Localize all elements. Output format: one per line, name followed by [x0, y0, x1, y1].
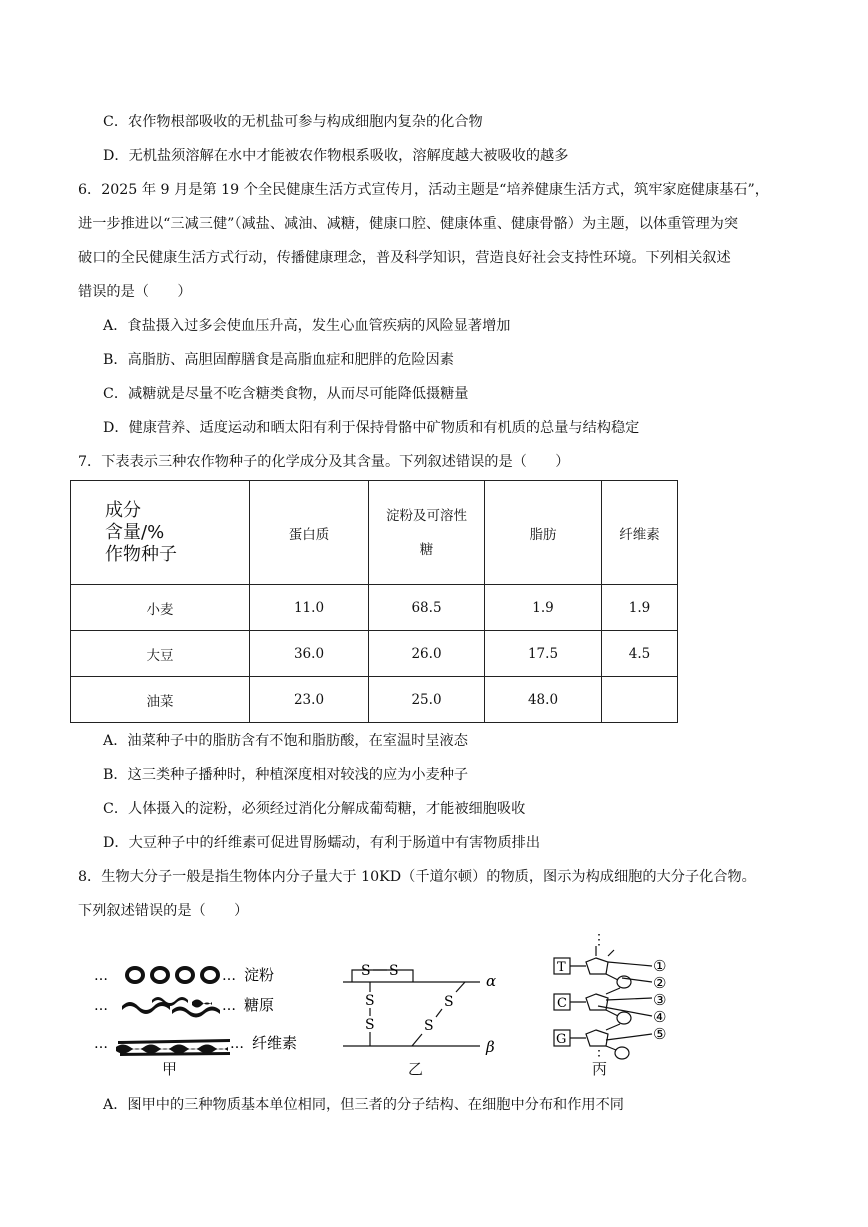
header-starch — [369, 481, 485, 585]
q6-stem-line3: 破口的全民健康生活方式行动，传播健康理念，普及科学知识，营造良好社会支持性环境。下列相关叙述 — [78, 250, 731, 266]
sulfur-label: S — [424, 1018, 434, 1034]
beta-label: β — [486, 1038, 495, 1056]
row-name: 小麦 — [71, 585, 250, 631]
starch-helix — [127, 968, 218, 982]
header-protein: 蛋白质 — [250, 481, 369, 585]
dots-left: … — [94, 1036, 108, 1052]
table-header-row — [71, 481, 678, 585]
pentose-sugar — [586, 958, 608, 974]
q6-option-b: B．高脂肪、高胆固醇膳食是高脂血症和肥胖的危险因素 — [103, 352, 454, 368]
table-row — [71, 677, 678, 723]
table-row — [71, 631, 678, 677]
seed-composition-table — [70, 480, 678, 723]
number-2: ② — [653, 974, 667, 992]
cell-starch: 26.0 — [369, 631, 485, 677]
q7-option-c: C．人体摄入的淀粉，必须经过消化分解成葡萄糖，才能被细胞吸收 — [103, 801, 526, 817]
number-3: ③ — [653, 991, 667, 1009]
figure-jia-polysaccharides — [92, 958, 332, 1058]
figure-bing-nucleotide-chain — [550, 930, 700, 1060]
row-name: 油菜 — [71, 677, 250, 723]
cell-fiber: 4.5 — [602, 631, 678, 677]
cell-protein: 23.0 — [250, 677, 369, 723]
number-1: ① — [653, 957, 667, 975]
cell-starch: 25.0 — [369, 677, 485, 723]
corner-label-content: 含量/% — [105, 521, 165, 543]
q8-stem-line1: 8．生物大分子一般是指生物体内分子量大于 10KD（千道尔顿）的物质，图示为构成细胞的大分子化合物。 — [78, 869, 756, 885]
base-g: G — [556, 1032, 567, 1047]
dots-left: … — [94, 968, 108, 984]
q6-stem-line2: 进一步推进以“三减三健”（减盐、减油、减糖，健康口腔、健康体重、健康骨骼）为主题，以体重管理为突 — [78, 216, 739, 232]
dots-right: … — [230, 1036, 244, 1052]
backbone — [568, 946, 652, 1059]
base-c: C — [557, 996, 567, 1011]
cellulose-chains — [116, 1039, 230, 1056]
corner-label-component: 成分 — [105, 499, 141, 521]
q6-option-d: D．健康营养、适度运动和晒太阳有利于保持骨骼中矿物质和有机质的总量与结构稳定 — [103, 420, 640, 436]
vertical-dots-bottom: ⋮ — [592, 1048, 606, 1060]
q7-stem: 7．下表表示三种农作物种子的化学成分及其含量。下列叙述错误的是（ ） — [78, 454, 570, 470]
pentose-sugar — [586, 1030, 608, 1046]
vertical-dots-top: ⋮ — [592, 932, 606, 948]
base-t: T — [557, 960, 566, 975]
cell-fat: 17.5 — [485, 631, 602, 677]
label-cellulose: 纤维素 — [252, 1034, 298, 1052]
sulfur-label: S — [365, 993, 375, 1009]
sulfur-label: S — [389, 963, 399, 979]
q7-option-d: D．大豆种子中的纤维素可促进胃肠蠕动，有利于肠道中有害物质排出 — [103, 835, 541, 851]
header-fat: 脂肪 — [485, 481, 602, 585]
q6-option-c: C．减糖就是尽量不吃含糖类食物，从而尽可能降低摄糖量 — [103, 386, 469, 402]
figure-bing-label: 丙 — [592, 1060, 608, 1078]
cell-protein: 11.0 — [250, 585, 369, 631]
table-row — [71, 585, 678, 631]
cell-fat: 48.0 — [485, 677, 602, 723]
row-name: 大豆 — [71, 631, 250, 677]
dots-left: … — [94, 998, 108, 1014]
q6-stem-line1: 6．2025 年 9 月是第 19 个全民健康生活方式宣传月，活动主题是“培养健康生活方式，筑牢家庭健康基石”， — [78, 182, 769, 198]
table-corner-cell — [71, 481, 250, 585]
number-4: ④ — [653, 1008, 667, 1026]
q5-option-d: D．无机盐须溶解在水中才能被农作物根系吸收，溶解度越大被吸收的越多 — [103, 148, 569, 164]
dots-right: … — [222, 968, 236, 984]
cell-fiber: 1.9 — [602, 585, 678, 631]
number-5: ⑤ — [653, 1025, 667, 1043]
sulfur-label: S — [444, 994, 454, 1010]
q8-stem-line2: 下列叙述错误的是（ ） — [78, 903, 249, 919]
q5-option-c: C．农作物根部吸收的无机盐可参与构成细胞内复杂的化合物 — [103, 114, 483, 130]
label-glycogen: 糖原 — [244, 996, 275, 1014]
q7-option-b: B．这三类种子播种时，种植深度相对较浅的应为小麦种子 — [103, 767, 469, 783]
disulfide-bond — [436, 1009, 442, 1017]
header-fiber: 纤维素 — [602, 481, 678, 585]
cell-fiber — [602, 677, 678, 723]
q8-option-a: A．图甲中的三种物质基本单位相同，但三者的分子结构、在细胞中分布和作用不同 — [103, 1097, 624, 1113]
alpha-label: α — [486, 972, 497, 990]
figure-yi-protein-chains — [340, 962, 510, 1062]
dots-right: … — [222, 998, 236, 1014]
header-starch-line2: 糖 — [419, 541, 434, 558]
cell-starch: 68.5 — [369, 585, 485, 631]
phosphate — [615, 1047, 629, 1059]
cell-protein: 36.0 — [250, 631, 369, 677]
q6-option-a: A．食盐摄入过多会使血压升高，发生心血管疾病的风险显著增加 — [103, 318, 511, 334]
corner-label-seed: 作物种子 — [105, 543, 177, 565]
header-starch-line1: 淀粉及可溶性 — [386, 507, 467, 524]
sulfur-label: S — [365, 1017, 375, 1033]
q7-option-a: A．油菜种子中的脂肪含有不饱和脂肪酸，在室温时呈液态 — [103, 733, 468, 749]
figure-jia-label: 甲 — [162, 1060, 178, 1078]
sulfur-label: S — [361, 963, 371, 979]
phosphate — [617, 1012, 631, 1024]
glycogen-branches — [122, 997, 220, 1018]
figure-yi-label: 乙 — [408, 1060, 424, 1078]
label-starch: 淀粉 — [244, 966, 275, 984]
q6-stem-line4: 错误的是（ ） — [78, 284, 192, 300]
cell-fat: 1.9 — [485, 585, 602, 631]
